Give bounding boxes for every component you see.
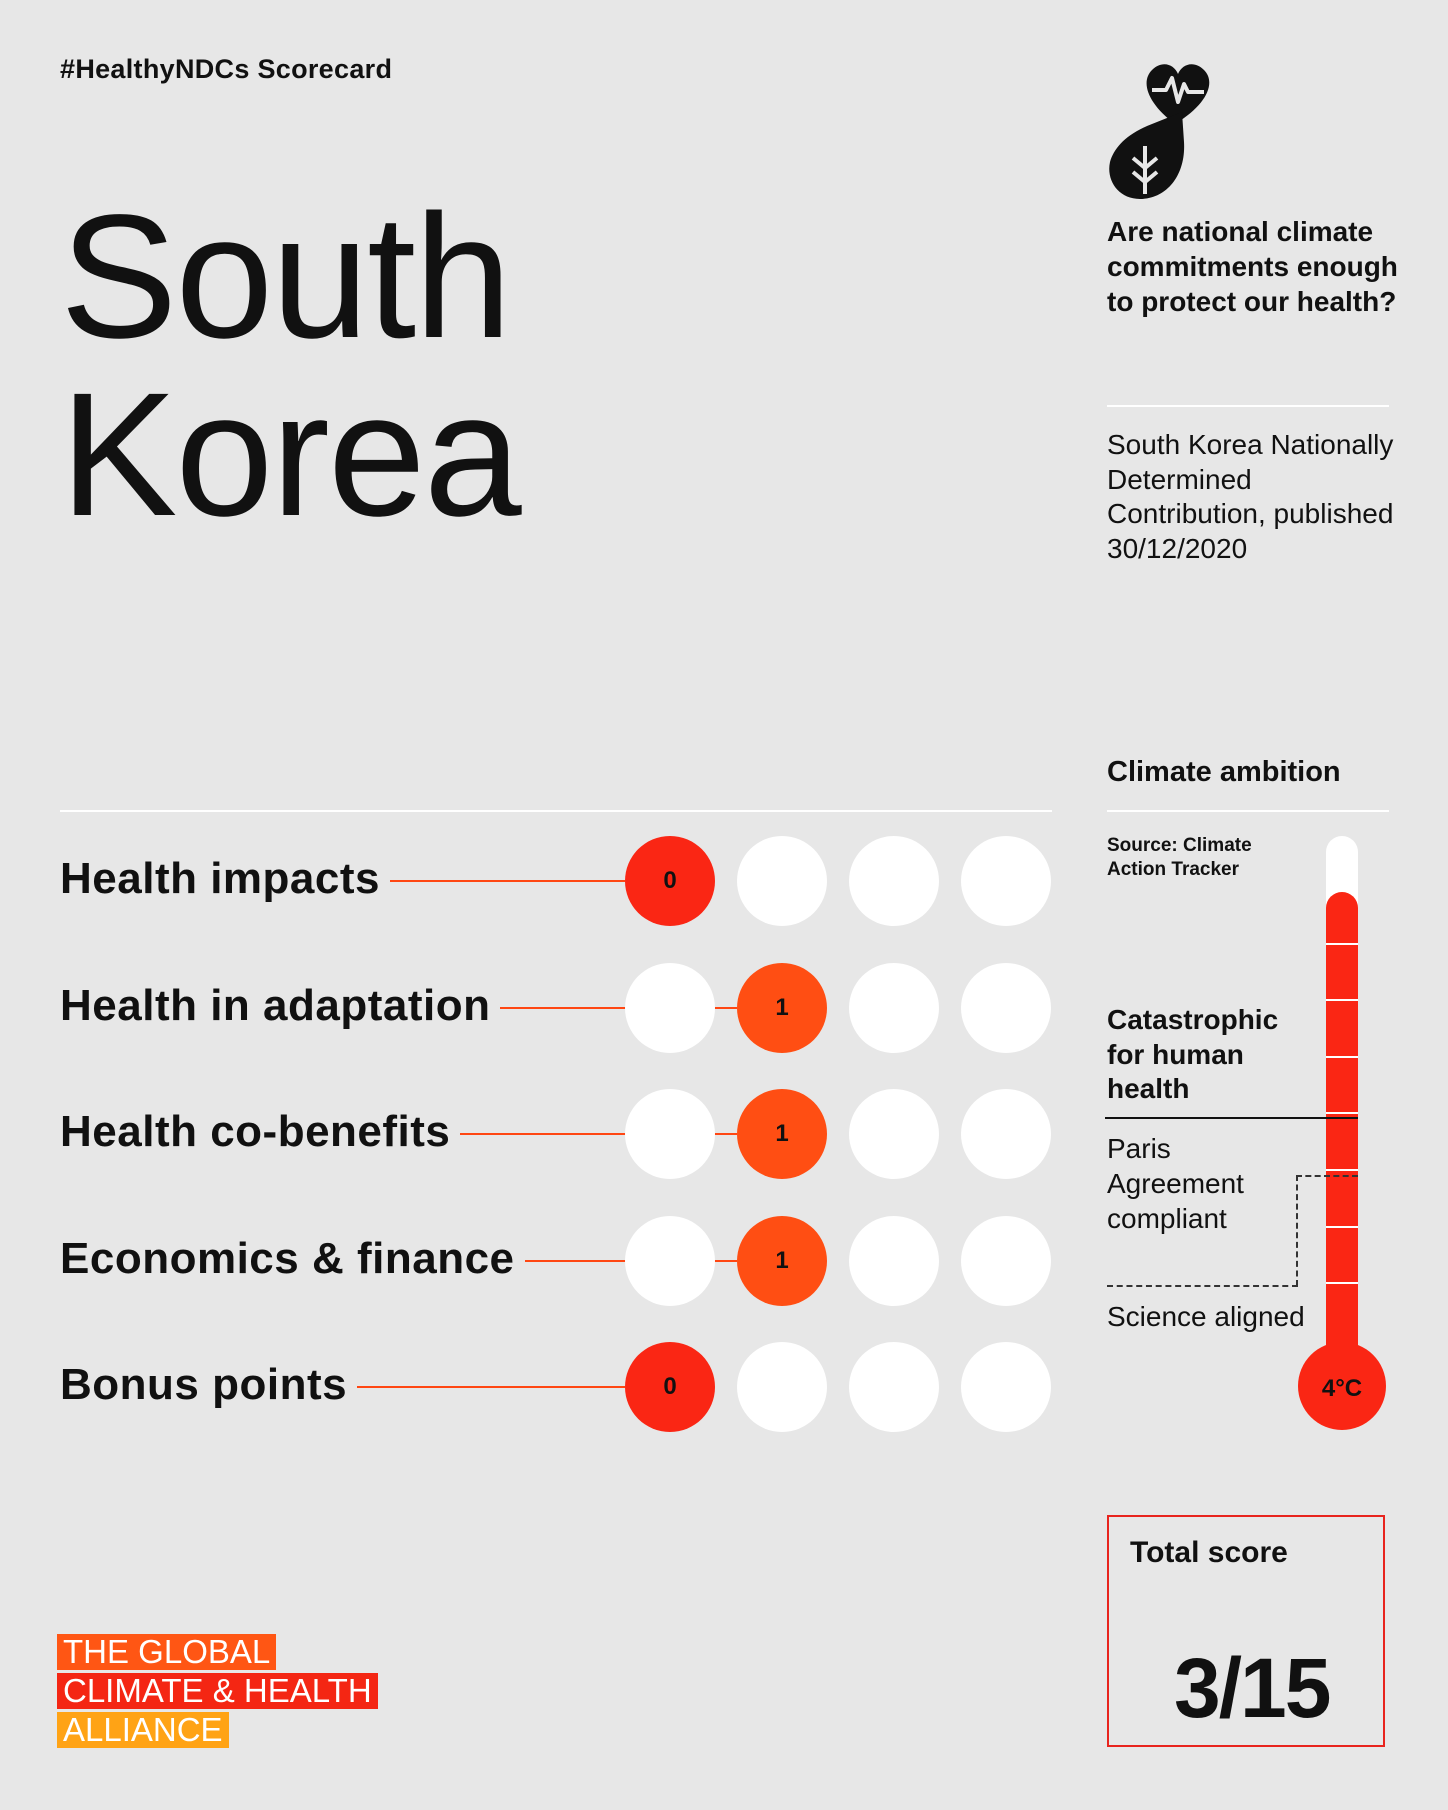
divider-line [1107,810,1389,812]
score-dot [737,836,827,926]
country-name-line2: Korea [60,357,520,553]
total-score-value: 3/15 [1174,1641,1330,1735]
category-row [60,1216,1060,1306]
score-dot [625,1089,715,1179]
org-logo-line3: ALLIANCE [57,1712,229,1748]
score-dot-selected: 1 [737,1089,827,1179]
score-dot-selected: 0 [625,836,715,926]
category-row [60,836,1060,926]
divider-line [1107,405,1389,407]
score-dot [961,1216,1051,1306]
category-row [60,1089,1060,1179]
score-dot [849,836,939,926]
score-dot [625,1216,715,1306]
paris-label: Paris Agreement compliant [1107,1133,1244,1234]
connector-line [357,1386,625,1388]
science-label: Science aligned [1107,1301,1305,1332]
ndc-description: South Korea Nationally Determined Contribution, published 30/12/2020 [1107,429,1394,564]
science-threshold-line [1107,1285,1298,1287]
score-dot-selected: 1 [737,1216,827,1306]
category-label: Bonus points [60,1360,348,1409]
connector-line [390,880,625,882]
total-score-label: Total score [1130,1536,1288,1569]
catastrophic-threshold-line [1105,1117,1358,1119]
country-name [60,179,520,553]
thermometer-fill [1326,892,1358,1362]
score-dot [849,963,939,1053]
score-dot-selected: 0 [625,1342,715,1432]
divider-line [60,810,1052,812]
score-dot [961,1089,1051,1179]
score-dot [737,1342,827,1432]
score-dot-selected: 1 [737,963,827,1053]
org-logo-line2: CLIMATE & HEALTH [57,1673,378,1709]
category-label: Health impacts [60,854,380,903]
category-label: Health co-benefits [60,1107,451,1156]
climate-ambition-title: Climate ambition [1107,756,1341,788]
score-dot [849,1089,939,1179]
catastrophic-label: Catastrophic for human health [1107,1004,1279,1104]
temperature-value: 4°C [1321,1375,1363,1402]
score-dot [849,1342,939,1432]
score-dot [961,836,1051,926]
score-dot [961,963,1051,1053]
score-dot [961,1342,1051,1432]
thermometer-icon [1296,830,1388,1430]
score-dot [625,963,715,1053]
question-text: Are national climate commitments enough to protect our health? [1107,216,1398,317]
category-label: Economics & finance [60,1234,515,1283]
heart-leaf-icon [1100,54,1235,204]
category-row [60,1342,1060,1432]
category-row [60,963,1060,1053]
source-text: Source: Climate Action Tracker [1107,835,1252,880]
country-name-line1: South [60,179,510,375]
score-dot [849,1216,939,1306]
org-logo-line1: THE GLOBAL [57,1634,276,1670]
scorecard-tag: #HealthyNDCs Scorecard [60,54,393,84]
paris-threshold-line [1296,1175,1358,1177]
paris-range-bracket [1296,1175,1298,1286]
category-label: Health in adaptation [60,981,491,1030]
